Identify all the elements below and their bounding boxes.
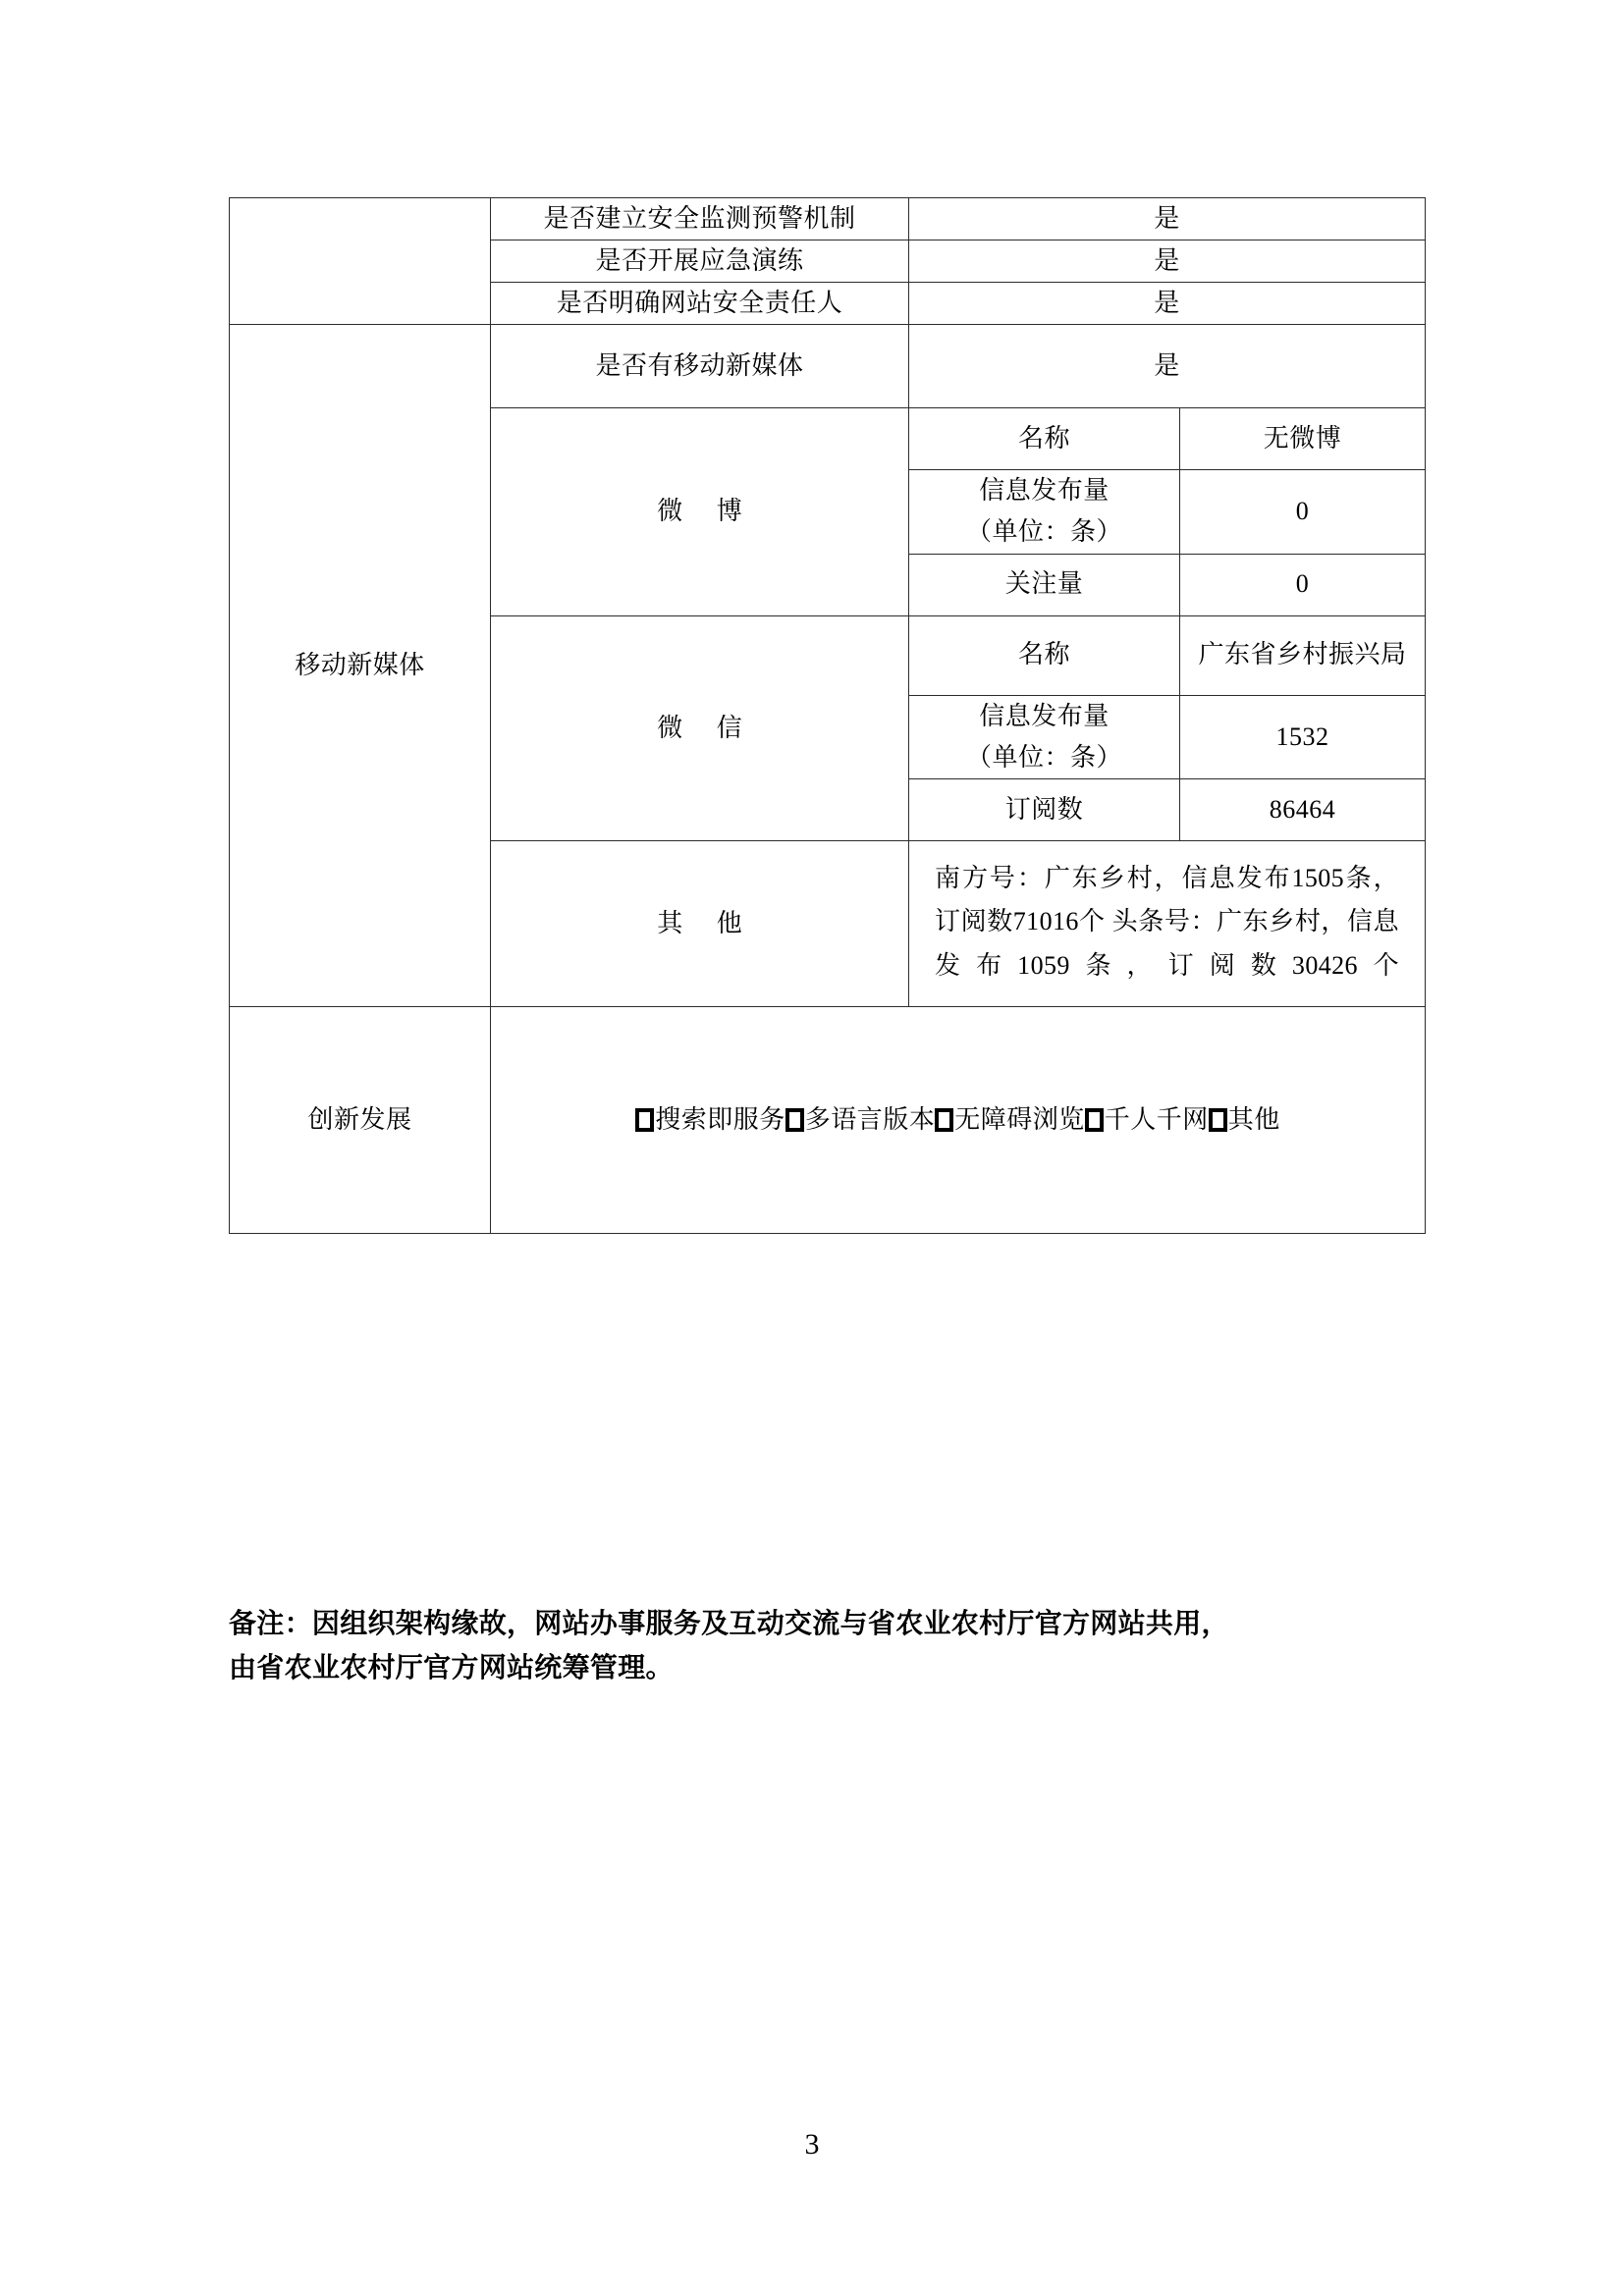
sub-label-wechat-post-count-line2: （单位：条）: [965, 742, 1122, 772]
label-wechat: [491, 615, 909, 840]
note-line-2: 由省农业农村厅官方网站统筹管理。: [229, 1653, 674, 1684]
checkbox-item-search-as-service[interactable]: [635, 1099, 785, 1141]
label-weibo-text: 微 博: [657, 497, 756, 526]
checkbox-icon[interactable]: [785, 1108, 804, 1132]
checkbox-label-multilingual: 多语言版本: [804, 1104, 936, 1134]
table-row: [230, 325, 1426, 408]
value-wechat-post-count: 1532: [1180, 695, 1426, 778]
category-cell-security-empty: [230, 198, 491, 325]
sub-label-weibo-post-count: [909, 470, 1180, 554]
label-has-mobile-new-media: 是否有移动新媒体: [491, 325, 909, 408]
checkbox-label-personalization: 千人千网: [1104, 1104, 1209, 1134]
checkbox-label-other: 其他: [1227, 1104, 1280, 1134]
sub-label-wechat-post-count-line1: 信息发布量: [979, 701, 1110, 730]
sub-label-weibo-post-count-line1: 信息发布量: [979, 476, 1110, 506]
value-security-officer: 是: [909, 283, 1426, 325]
checkbox-icon[interactable]: [935, 1108, 953, 1132]
value-other-platforms: [909, 840, 1426, 1006]
checkbox-item-personalization[interactable]: [1085, 1099, 1209, 1141]
sub-label-wechat-subscribers: 订阅数: [909, 778, 1180, 840]
value-weibo-post-count: 0: [1180, 470, 1426, 554]
sub-label-weibo-post-count-line2: （单位：条）: [965, 517, 1122, 547]
checkbox-icon[interactable]: [635, 1108, 654, 1132]
innovation-checkbox-row: [491, 1099, 1425, 1141]
innovation-options-cell: [491, 1006, 1426, 1233]
note-block: [229, 1602, 1433, 1691]
label-weibo: [491, 408, 909, 615]
checkbox-icon[interactable]: [1085, 1108, 1104, 1132]
sub-label-wechat-post-count: [909, 695, 1180, 778]
value-security-monitoring: 是: [909, 198, 1426, 240]
table-row: [230, 198, 1426, 240]
checkbox-item-other[interactable]: [1209, 1099, 1280, 1141]
checkbox-item-accessibility[interactable]: [935, 1099, 1085, 1141]
table-row: [230, 1006, 1426, 1233]
label-security-monitoring: 是否建立安全监测预警机制: [491, 198, 909, 240]
note-line-1: 备注：因组织架构缘故，网站办事服务及互动交流与省农业农村厅官方网站共用，: [229, 1609, 1229, 1639]
checkbox-item-multilingual[interactable]: [785, 1099, 936, 1141]
label-other-platforms: [491, 840, 909, 1006]
checkbox-label-search-as-service: 搜索即服务: [655, 1104, 785, 1134]
value-wechat-name: 广东省乡村振兴局: [1180, 615, 1426, 695]
category-cell-mobile-new-media: 移动新媒体: [230, 325, 491, 1007]
value-other-platforms-text: 南方号：广东乡村，信息发布1505条，订阅数71016个 头条号：广东乡村，信息发布1059条，订阅数30426个: [935, 863, 1400, 981]
sub-label-weibo-name: 名称: [909, 408, 1180, 470]
value-weibo-followers: 0: [1180, 554, 1426, 615]
checkbox-icon[interactable]: [1209, 1108, 1227, 1132]
label-emergency-drill: 是否开展应急演练: [491, 240, 909, 283]
value-weibo-name: 无微博: [1180, 408, 1426, 470]
label-security-officer: 是否明确网站安全责任人: [491, 283, 909, 325]
website-annual-report-table: [229, 197, 1426, 1234]
label-wechat-text: 微 信: [657, 713, 756, 742]
category-cell-innovation: 创新发展: [230, 1006, 491, 1233]
checkbox-label-accessibility: 无障碍浏览: [954, 1104, 1085, 1134]
page-number: 3: [804, 2128, 820, 2161]
label-other-platforms-text: 其 他: [657, 908, 756, 937]
sub-label-wechat-name: 名称: [909, 615, 1180, 695]
sub-label-weibo-followers: 关注量: [909, 554, 1180, 615]
value-emergency-drill: 是: [909, 240, 1426, 283]
value-has-mobile-new-media: 是: [909, 325, 1426, 408]
value-wechat-subscribers: 86464: [1180, 778, 1426, 840]
